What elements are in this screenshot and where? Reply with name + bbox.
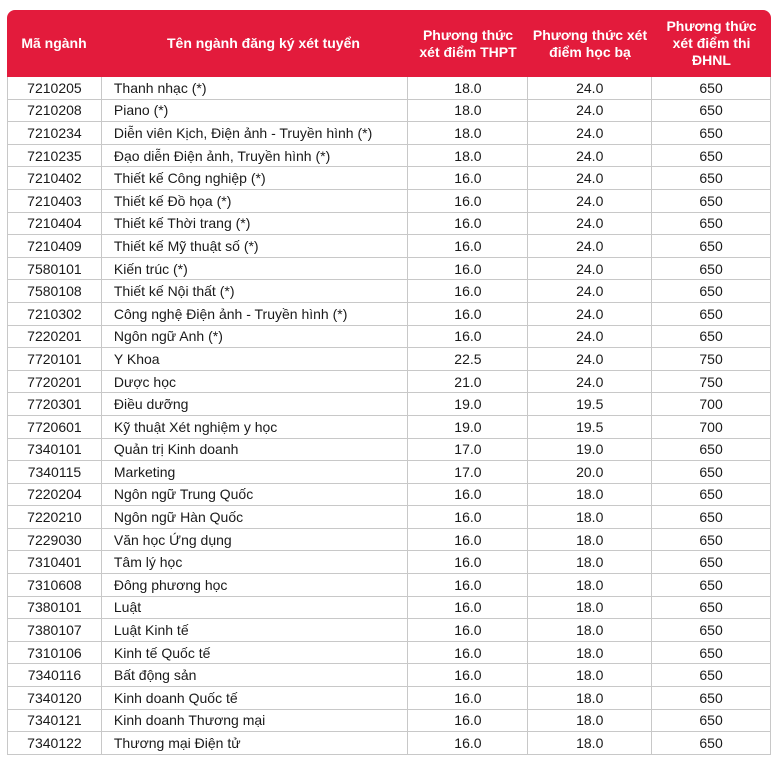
cell-thpt: 18.0 <box>408 77 528 99</box>
table-header <box>7 10 771 77</box>
header-thpt: Phương thức xét điểm THPT <box>419 26 517 60</box>
cell-thpt: 16.0 <box>408 619 528 641</box>
table-row <box>8 190 771 213</box>
cell-code: 7720201 <box>8 371 102 393</box>
cell-name: Kinh doanh Quốc tế <box>102 687 409 709</box>
cell-name: Ngôn ngữ Hàn Quốc <box>102 506 409 528</box>
table-row <box>8 303 771 326</box>
cell-hocba: 24.0 <box>528 77 652 99</box>
cell-dhnl: 650 <box>652 551 771 573</box>
cell-hocba: 24.0 <box>528 303 652 325</box>
cell-name: Bất động sản <box>102 664 409 686</box>
cell-code: 7210302 <box>8 303 102 325</box>
cell-hocba: 18.0 <box>528 551 652 573</box>
table-row <box>8 732 771 755</box>
cell-thpt: 19.0 <box>408 393 528 415</box>
cell-dhnl: 650 <box>652 439 771 461</box>
cell-code: 7210404 <box>8 213 102 235</box>
cell-dhnl: 750 <box>652 371 771 393</box>
cell-name: Y Khoa <box>102 348 409 370</box>
cell-name: Kỹ thuật Xét nghiệm y học <box>102 416 409 438</box>
cell-code: 7210409 <box>8 235 102 257</box>
cell-name: Văn học Ứng dụng <box>102 529 409 551</box>
cell-name: Quản trị Kinh doanh <box>102 439 409 461</box>
table-row <box>8 77 771 100</box>
table-row <box>8 258 771 281</box>
cell-code: 7210235 <box>8 145 102 167</box>
cell-dhnl: 650 <box>652 687 771 709</box>
cell-hocba: 18.0 <box>528 732 652 754</box>
cell-code: 7220204 <box>8 484 102 506</box>
cell-dhnl: 700 <box>652 416 771 438</box>
cell-dhnl: 650 <box>652 619 771 641</box>
cell-name: Tâm lý học <box>102 551 409 573</box>
cell-dhnl: 650 <box>652 664 771 686</box>
admission-score-table <box>7 10 771 755</box>
cell-code: 7380101 <box>8 597 102 619</box>
cell-name: Thiết kế Nội thất (*) <box>102 280 409 302</box>
cell-name: Marketing <box>102 461 409 483</box>
cell-dhnl: 650 <box>652 461 771 483</box>
cell-hocba: 24.0 <box>528 326 652 348</box>
cell-dhnl: 650 <box>652 303 771 325</box>
cell-dhnl: 650 <box>652 710 771 732</box>
table-row <box>8 619 771 642</box>
cell-dhnl: 650 <box>652 258 771 280</box>
table-row <box>8 687 771 710</box>
cell-thpt: 16.0 <box>408 167 528 189</box>
cell-thpt: 16.0 <box>408 326 528 348</box>
cell-hocba: 18.0 <box>528 506 652 528</box>
cell-name: Dược học <box>102 371 409 393</box>
table-row <box>8 100 771 123</box>
cell-code: 7340101 <box>8 439 102 461</box>
cell-thpt: 18.0 <box>408 122 528 144</box>
cell-code: 7310608 <box>8 574 102 596</box>
cell-hocba: 18.0 <box>528 687 652 709</box>
cell-dhnl: 650 <box>652 642 771 664</box>
table-row <box>8 122 771 145</box>
cell-hocba: 19.5 <box>528 416 652 438</box>
table-row <box>8 551 771 574</box>
cell-hocba: 18.0 <box>528 529 652 551</box>
cell-name: Công nghệ Điện ảnh - Truyền hình (*) <box>102 303 409 325</box>
cell-dhnl: 650 <box>652 145 771 167</box>
cell-code: 7580101 <box>8 258 102 280</box>
table-row <box>8 664 771 687</box>
cell-name: Thiết kế Thời trang (*) <box>102 213 409 235</box>
cell-hocba: 24.0 <box>528 258 652 280</box>
table-row <box>8 145 771 168</box>
cell-code: 7380107 <box>8 619 102 641</box>
cell-hocba: 24.0 <box>528 100 652 122</box>
cell-name: Thiết kế Đồ họa (*) <box>102 190 409 212</box>
header-dhnl: Phương thức xét điểm thi ĐHNL <box>666 18 757 68</box>
cell-thpt: 16.0 <box>408 732 528 754</box>
cell-code: 7340122 <box>8 732 102 754</box>
cell-dhnl: 650 <box>652 574 771 596</box>
table-row <box>8 439 771 462</box>
table-row <box>8 213 771 236</box>
cell-thpt: 22.5 <box>408 348 528 370</box>
cell-name: Kinh doanh Thương mại <box>102 710 409 732</box>
cell-name: Thanh nhạc (*) <box>102 77 409 99</box>
cell-code: 7580108 <box>8 280 102 302</box>
cell-dhnl: 750 <box>652 348 771 370</box>
cell-code: 7229030 <box>8 529 102 551</box>
cell-code: 7210402 <box>8 167 102 189</box>
cell-thpt: 16.0 <box>408 574 528 596</box>
cell-code: 7340115 <box>8 461 102 483</box>
cell-name: Đạo diễn Điện ảnh, Truyền hình (*) <box>102 145 409 167</box>
cell-thpt: 16.0 <box>408 551 528 573</box>
table-row <box>8 574 771 597</box>
cell-hocba: 20.0 <box>528 461 652 483</box>
table-row <box>8 642 771 665</box>
cell-thpt: 16.0 <box>408 506 528 528</box>
cell-code: 7220210 <box>8 506 102 528</box>
cell-thpt: 16.0 <box>408 235 528 257</box>
cell-thpt: 16.0 <box>408 597 528 619</box>
cell-thpt: 16.0 <box>408 529 528 551</box>
table-row <box>8 461 771 484</box>
cell-name: Kinh tế Quốc tế <box>102 642 409 664</box>
cell-dhnl: 650 <box>652 235 771 257</box>
cell-code: 7310106 <box>8 642 102 664</box>
table-row <box>8 235 771 258</box>
cell-name: Diễn viên Kịch, Điện ảnh - Truyền hình (*) <box>102 122 409 144</box>
cell-code: 7310401 <box>8 551 102 573</box>
cell-name: Ngôn ngữ Anh (*) <box>102 326 409 348</box>
table-row <box>8 597 771 620</box>
cell-thpt: 18.0 <box>408 100 528 122</box>
table-row <box>8 416 771 439</box>
cell-code: 7340120 <box>8 687 102 709</box>
cell-dhnl: 650 <box>652 190 771 212</box>
cell-dhnl: 650 <box>652 100 771 122</box>
cell-hocba: 24.0 <box>528 122 652 144</box>
cell-thpt: 16.0 <box>408 687 528 709</box>
cell-thpt: 19.0 <box>408 416 528 438</box>
cell-hocba: 19.0 <box>528 439 652 461</box>
cell-hocba: 18.0 <box>528 597 652 619</box>
cell-thpt: 16.0 <box>408 642 528 664</box>
cell-hocba: 19.5 <box>528 393 652 415</box>
cell-thpt: 16.0 <box>408 280 528 302</box>
table-row <box>8 710 771 733</box>
table-row <box>8 371 771 394</box>
cell-dhnl: 650 <box>652 167 771 189</box>
table-row <box>8 529 771 552</box>
table-row <box>8 506 771 529</box>
table-row <box>8 348 771 371</box>
cell-name: Điều dưỡng <box>102 393 409 415</box>
cell-dhnl: 650 <box>652 529 771 551</box>
cell-code: 7210234 <box>8 122 102 144</box>
header-code: Mã ngành <box>21 35 87 51</box>
cell-dhnl: 650 <box>652 77 771 99</box>
cell-thpt: 16.0 <box>408 484 528 506</box>
cell-thpt: 18.0 <box>408 145 528 167</box>
header-hocba: Phương thức xét điểm học bạ <box>532 26 648 60</box>
cell-code: 7720101 <box>8 348 102 370</box>
cell-thpt: 16.0 <box>408 190 528 212</box>
cell-thpt: 16.0 <box>408 258 528 280</box>
cell-name: Thiết kế Mỹ thuật số (*) <box>102 235 409 257</box>
cell-hocba: 24.0 <box>528 235 652 257</box>
table-row <box>8 484 771 507</box>
cell-hocba: 18.0 <box>528 664 652 686</box>
cell-dhnl: 650 <box>652 280 771 302</box>
cell-hocba: 18.0 <box>528 642 652 664</box>
cell-thpt: 21.0 <box>408 371 528 393</box>
cell-hocba: 18.0 <box>528 710 652 732</box>
cell-name: Thiết kế Công nghiệp (*) <box>102 167 409 189</box>
cell-code: 7210403 <box>8 190 102 212</box>
cell-code: 7720301 <box>8 393 102 415</box>
cell-hocba: 18.0 <box>528 484 652 506</box>
table-row <box>8 280 771 303</box>
cell-hocba: 24.0 <box>528 213 652 235</box>
table-row <box>8 393 771 416</box>
cell-hocba: 24.0 <box>528 348 652 370</box>
cell-name: Piano (*) <box>102 100 409 122</box>
cell-name: Luật <box>102 597 409 619</box>
cell-name: Ngôn ngữ Trung Quốc <box>102 484 409 506</box>
cell-dhnl: 650 <box>652 326 771 348</box>
cell-code: 7340121 <box>8 710 102 732</box>
cell-thpt: 16.0 <box>408 213 528 235</box>
cell-thpt: 16.0 <box>408 664 528 686</box>
cell-code: 7720601 <box>8 416 102 438</box>
header-name: Tên ngành đăng ký xét tuyển <box>167 35 360 51</box>
cell-dhnl: 650 <box>652 122 771 144</box>
cell-dhnl: 650 <box>652 597 771 619</box>
cell-hocba: 24.0 <box>528 145 652 167</box>
cell-code: 7340116 <box>8 664 102 686</box>
table-row <box>8 167 771 190</box>
cell-hocba: 18.0 <box>528 574 652 596</box>
cell-hocba: 24.0 <box>528 371 652 393</box>
cell-thpt: 17.0 <box>408 461 528 483</box>
cell-thpt: 16.0 <box>408 710 528 732</box>
cell-hocba: 24.0 <box>528 167 652 189</box>
cell-dhnl: 650 <box>652 484 771 506</box>
cell-thpt: 17.0 <box>408 439 528 461</box>
cell-dhnl: 650 <box>652 506 771 528</box>
cell-thpt: 16.0 <box>408 303 528 325</box>
cell-name: Thương mại Điện tử <box>102 732 409 754</box>
cell-hocba: 24.0 <box>528 190 652 212</box>
cell-dhnl: 650 <box>652 213 771 235</box>
cell-code: 7210208 <box>8 100 102 122</box>
cell-name: Đông phương học <box>102 574 409 596</box>
cell-dhnl: 700 <box>652 393 771 415</box>
cell-dhnl: 650 <box>652 732 771 754</box>
cell-hocba: 24.0 <box>528 280 652 302</box>
cell-code: 7210205 <box>8 77 102 99</box>
cell-code: 7220201 <box>8 326 102 348</box>
cell-hocba: 18.0 <box>528 619 652 641</box>
table-body <box>7 77 771 755</box>
cell-name: Kiến trúc (*) <box>102 258 409 280</box>
table-row <box>8 326 771 349</box>
cell-name: Luật Kinh tế <box>102 619 409 641</box>
